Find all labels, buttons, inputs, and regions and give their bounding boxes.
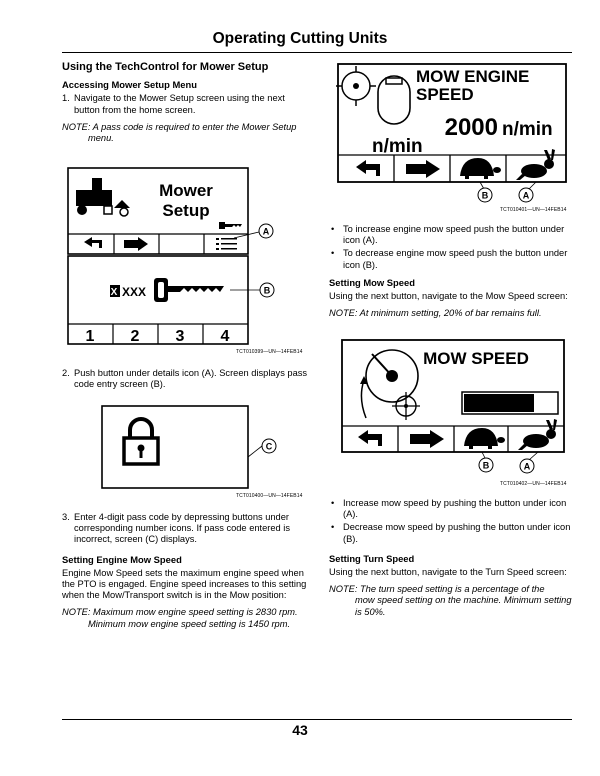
small-key-icon [219, 222, 242, 229]
large-key-icon [154, 278, 224, 302]
setup-title-line1: Mower [159, 181, 213, 200]
figure-4-caption: TCT010402—UN—14FEB14 [500, 481, 567, 487]
step-3 [62, 512, 308, 546]
note-engine-speed-line1: NOTE: Maximum mow engine speed setting is 2830 rpm. [62, 607, 298, 618]
step-3-text: Enter 4-digit pass code by depressing buttons under corresponding number icons. If pass code entered is incorrect, screen (C) displays. [74, 512, 291, 545]
turtle-icon [460, 158, 501, 179]
bullet-decrease-mow [329, 522, 575, 544]
note-passcode-line1: NOTE: A pass code is required to enter the Mower Setup [62, 121, 297, 132]
throttle-dial-icon [336, 66, 376, 106]
passcode-placeholder: XXX [122, 285, 147, 299]
turtle-icon [464, 428, 505, 449]
next-arrow-icon [124, 237, 148, 251]
engine-speed-title-line1: MOW ENGINE [416, 67, 530, 86]
callout-a-label: A [262, 226, 270, 237]
callout-a-label: A [522, 190, 530, 201]
rabbit-icon [516, 149, 555, 180]
bullet-dot: • [331, 498, 335, 508]
note-turn-speed-line1: NOTE: The turn speed setting is a percentage of the [329, 584, 545, 595]
details-list-icon [216, 238, 237, 250]
mow-speed-title: MOW SPEED [423, 349, 529, 368]
step-1-number: 1. [62, 93, 70, 104]
speed-gauge-icon [360, 350, 418, 418]
figure-1-caption: TCT010399—UN—14FEB14 [236, 349, 303, 355]
blade-icon [392, 392, 420, 420]
bullet-decrease-engine [329, 248, 575, 270]
subheading-accessing: Accessing Mower Setup Menu [62, 79, 197, 91]
lock-icon [124, 419, 158, 464]
key-1: 1 [85, 328, 95, 345]
callout-a-label: A [523, 461, 531, 472]
note-turn-speed-line2: mow speed setting on the machine. Minimum setting is 50%. [355, 595, 572, 617]
callout-b-label: B [482, 460, 490, 471]
step-2 [62, 368, 308, 390]
bullet-increase-engine-text: To increase engine mow speed push the button under icon (A). [343, 224, 565, 246]
subheading-mow-speed: Setting Mow Speed [329, 276, 415, 288]
step-2-number: 2. [62, 368, 70, 378]
page-title: Operating Cutting Units [212, 30, 388, 47]
step-2-text: Push button under details icon (A). Screen displays pass code entry screen (B). [74, 368, 308, 390]
note-passcode-line2: menu. [88, 133, 114, 144]
bullet-dot: • [331, 224, 335, 234]
code-cursor-x: X [110, 287, 118, 298]
step-1 [62, 93, 308, 115]
figure-2-caption: TCT010400—UN—14FEB14 [236, 493, 303, 499]
engine-speed-title-line2: SPEED [416, 85, 474, 104]
tractor-icon [76, 178, 130, 216]
back-arrow-icon [356, 160, 380, 176]
setup-title-line2: Setup [162, 201, 210, 220]
step-1-text: Navigate to the Mower Setup screen using the next button from the home screen. [74, 93, 285, 115]
key-2: 2 [130, 328, 140, 345]
back-arrow-icon [358, 430, 382, 446]
mow-speed-paragraph: Using the next button, navigate to the Mow Speed screen: [329, 291, 568, 302]
title-rule [62, 52, 572, 53]
section-heading: Using the TechControl for Mower Setup [62, 61, 269, 73]
key-3: 3 [175, 328, 185, 345]
step-3-number: 3. [62, 512, 70, 522]
subheading-turn-speed: Setting Turn Speed [329, 552, 415, 564]
note-turn-speed [329, 584, 575, 618]
right-column-upper [329, 224, 575, 325]
figure-mower-setup [62, 160, 308, 346]
subheading-engine-mow-speed: Setting Engine Mow Speed [62, 553, 182, 565]
engine-speed-unit: n/min [502, 119, 553, 140]
note-passcode [62, 122, 308, 144]
turn-speed-paragraph: Using the next button, navigate to the Turn Speed screen: [329, 567, 567, 578]
key-4: 4 [220, 328, 230, 345]
figure-3-caption: TCT010401—UN—14FEB14 [500, 207, 567, 213]
bullet-increase-engine [329, 224, 575, 246]
left-column-lower [62, 512, 308, 636]
figure-mow-engine-speed [330, 58, 576, 204]
bullet-dot: • [331, 248, 335, 259]
speed-bar-fill [464, 394, 534, 412]
right-column-lower [329, 498, 575, 624]
page-number: 43 [292, 722, 308, 738]
engine-mow-speed-paragraph: Engine Mow Speed sets the maximum engine speed when the PTO is engaged. Engine speed increases to this setting when the Mow/Transport switch is in the Mow position: [62, 567, 307, 601]
figure-lock-screen [62, 404, 308, 490]
bullet-decrease-engine-text: To decrease engine mow speed push the button under icon (B). [343, 248, 568, 270]
next-arrow-icon [406, 160, 440, 178]
engine-speed-value: 2000 [444, 114, 498, 141]
engine-speed-unit-lower: n/min [372, 136, 423, 157]
bullet-increase-mow-text: Increase mow speed by pushing the button under icon (A). [343, 498, 567, 520]
bullet-dot: • [331, 522, 335, 533]
step-2-block [62, 368, 308, 396]
rabbit-icon [518, 419, 557, 450]
footer-rule [62, 719, 572, 720]
note-mow-speed: NOTE: At minimum setting, 20% of bar remains full. [329, 308, 542, 319]
callout-b-label: B [263, 285, 271, 296]
bullet-increase-mow [329, 498, 575, 520]
engine-icon [378, 76, 410, 124]
figure-mow-speed [330, 336, 576, 476]
bullet-decrease-mow-text: Decrease mow speed by pushing the button under icon (B). [343, 522, 571, 544]
note-engine-speed [62, 607, 308, 629]
note-engine-speed-line2: Minimum mow engine speed setting is 1450 rpm. [88, 618, 291, 629]
left-column [62, 62, 308, 150]
next-arrow-icon [410, 430, 444, 448]
callout-b-label: B [481, 190, 489, 201]
callout-c-label: C [265, 441, 273, 452]
back-arrow-icon [84, 237, 102, 248]
